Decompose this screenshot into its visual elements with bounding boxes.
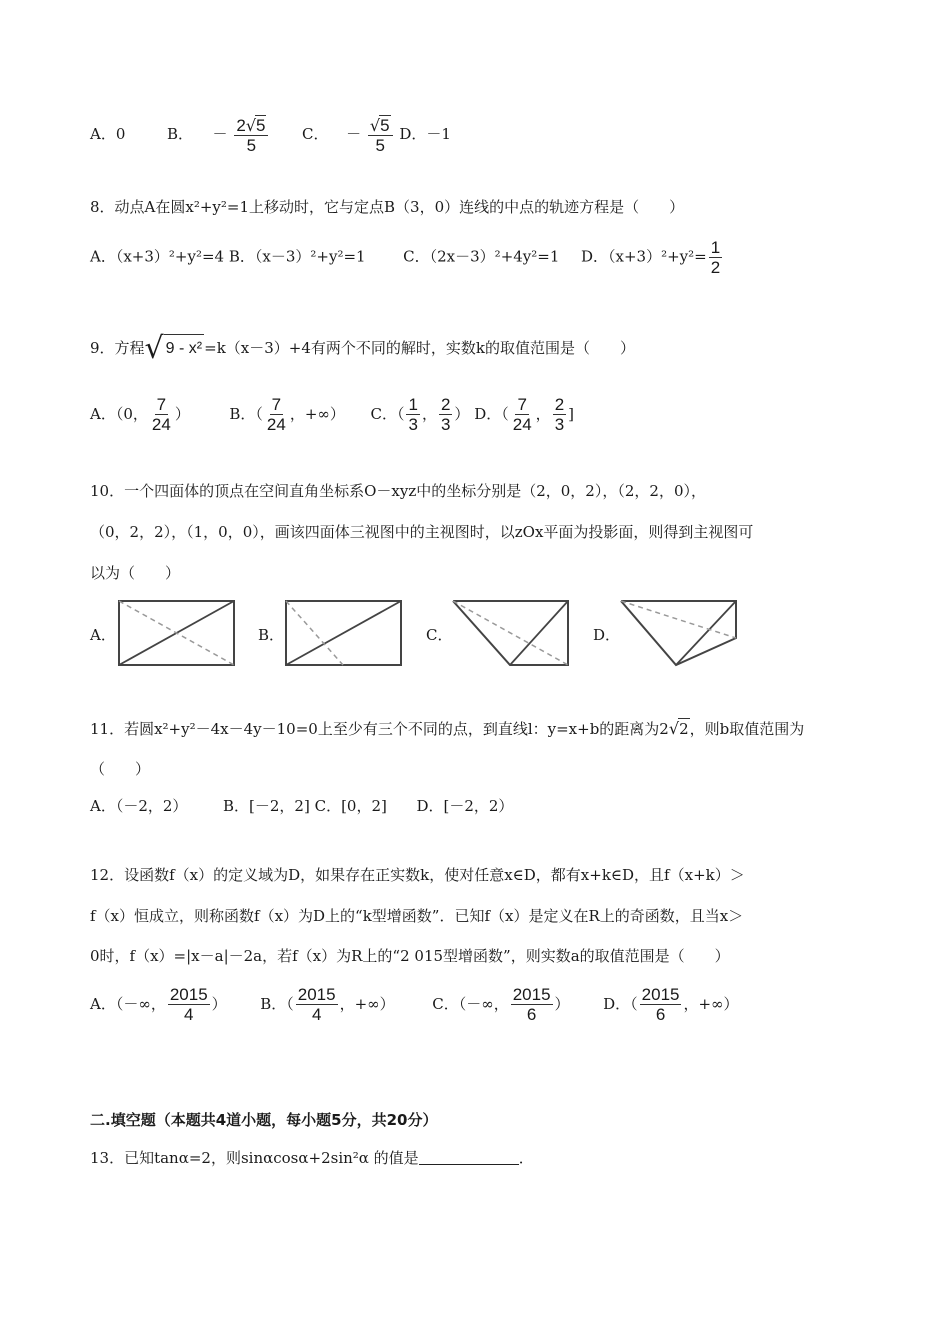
q11-stem: 11．若圆x²+y²－4x－4y－10=0上至少有三个不同的点，到直线l：y=x+b的距离为2√2，则b取值范围为 [90, 719, 805, 738]
q10-line-1: 10．一个四面体的顶点在空间直角坐标系O－xyz中的坐标分别是（2，0，2），（2，2，0）， [90, 482, 706, 500]
q12-option-b: B．（ $\frac{2015}{4}$ ，+∞） [260, 985, 395, 1024]
q8-option-d-fraction: $\frac{1}{2}$ [710, 238, 721, 277]
q10-option-b-figure [283, 598, 405, 668]
q10-option-d-figure [618, 598, 740, 668]
q9-option-d: D．（ $\frac{7}{24}$ ， $\frac{2}{3}$ ] [474, 395, 575, 434]
q10-option-a-label: A． [90, 626, 116, 644]
q7-option-c-fraction: $\frac{√5}{5}$ [368, 115, 393, 155]
q9-option-a: A．（0， $\frac{7}{24}$ ） [90, 395, 190, 434]
q8-option-b: B．（x－3）²+y²=1 [228, 247, 366, 266]
q12-option-d: D．（ $\frac{2015}{6}$ ，+∞） [603, 985, 739, 1024]
q7-option-a: A．0 [90, 125, 126, 143]
q12-options [90, 985, 739, 1024]
q11-options [90, 796, 513, 816]
q7-option-d: D．－1 [399, 125, 451, 143]
q7-option-b-fraction: $\frac{2√5}{5}$ [234, 115, 268, 155]
q11-paren: （ ） [90, 760, 151, 778]
q9-stem: 9．方程 √ 9 - x² =k（x－3）+4有两个不同的解时，实数k的取值范围是（ ） [90, 331, 635, 366]
q11-option-d: D．[－2，2） [416, 797, 514, 815]
q8-option-d-label: D．（x+3）²+y²= [580, 247, 707, 266]
q12-option-a: A．（－∞， $\frac{2015}{4}$ ） [90, 985, 227, 1024]
q9-options [90, 395, 574, 434]
q12-line-2: f（x）恒成立，则称函数f（x）为D上的“k型增函数”．已知f（x）是定义在R上的奇函数，且当x＞ [90, 907, 744, 925]
q10-option-a-figure [116, 598, 236, 668]
q13-answer-blank[interactable] [419, 1150, 519, 1165]
q11-option-c: C．[0，2] [314, 797, 387, 815]
q9-radical: √ 9 - x² [144, 331, 203, 366]
q10-option-d-label: D． [593, 626, 621, 644]
q13-stem: 13．已知tanα=2，则sinαcosα+2sin²α 的值是 ． [90, 1149, 534, 1167]
q9-option-b: B．（ $\frac{7}{24}$ ，+∞） [229, 395, 345, 434]
q12-line-3: 0时，f（x）=|x－a|－2a，若f（x）为R上的“2 015型增函数”，则实数a的取值范围是（ ） [90, 947, 730, 965]
q7-option-c-sign: － [346, 125, 362, 143]
q7-option-b-sign: － [212, 125, 228, 143]
q10-line-3: 以为（ ） [90, 564, 181, 582]
q12-line-1: 12．设函数f（x）的定义域为D，如果存在正实数k，使对任意x∈D，都有x+k∈D，且f（x+k）＞ [90, 866, 745, 884]
q8-stem: 8．动点A在圆x²+y²=1上移动时，它与定点B（3，0）连线的中点的轨迹方程是（ ） [90, 198, 685, 216]
q8-option-a: A．（x+3）²+y²=4 [90, 247, 225, 266]
q10-option-c-figure [450, 598, 572, 668]
q10-line-2: （0，2，2），（1，0，0），画该四面体三视图中的主视图时，以zOx平面为投影面，则得到主视图可 [90, 523, 754, 541]
q11-option-a: A．（－2，2） [90, 797, 188, 815]
q7-option-c-label: C． [302, 125, 329, 143]
q10-option-c-label: C． [426, 626, 453, 644]
q7-option-b-label: B． [166, 125, 193, 143]
q11-option-b: B．[－2，2] [222, 797, 310, 815]
q8-options [90, 238, 724, 277]
q8-option-c: C．（2x－3）²+4y²=1 [403, 247, 560, 266]
section-2-heading: 二.填空题（本题共4道小题，每小题5分，共20分） [90, 1111, 438, 1129]
q10-option-b-label: B． [258, 626, 285, 644]
q9-option-c: C．（ $\frac{1}{3}$ ， $\frac{2}{3}$ ） [370, 395, 470, 434]
q12-option-c: C．（－∞， $\frac{2015}{6}$ ） [432, 985, 570, 1024]
q7-options [90, 115, 451, 155]
